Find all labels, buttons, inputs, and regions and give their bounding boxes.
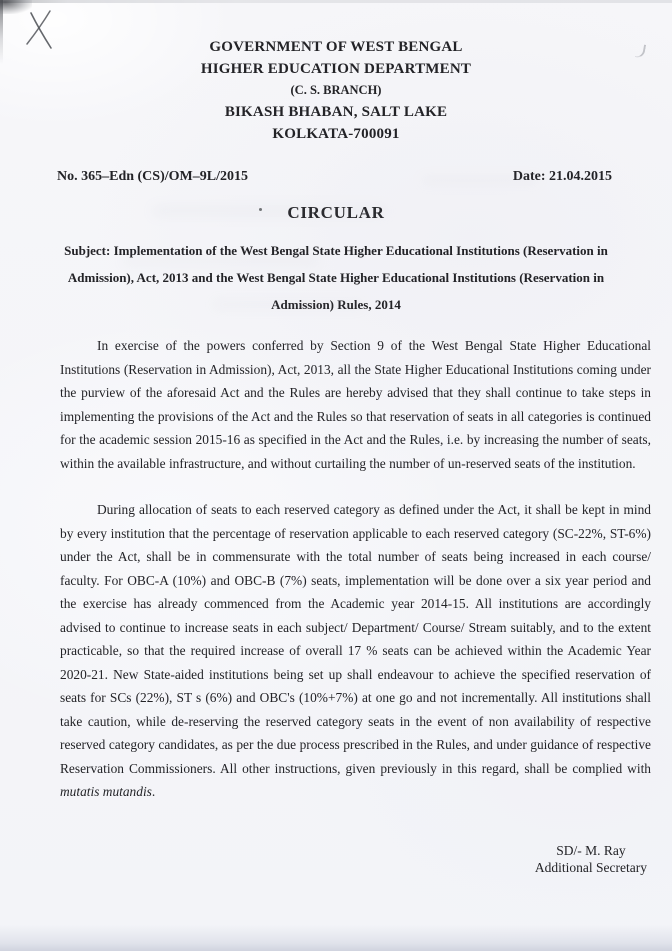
bleedthrough-smudge [420, 176, 540, 185]
city-pincode: KOLKATA-700091 [272, 126, 400, 142]
memo-number: No. 365–Edn (CS)/OM–9L/2015 [57, 169, 248, 184]
bleedthrough-smudge [152, 206, 388, 216]
paragraph-2-period: . [151, 784, 156, 799]
latin-phrase: mutatis mutandis [60, 784, 152, 799]
government-name: GOVERNMENT OF WEST BENGAL [209, 39, 463, 55]
paragraph-2 [60, 498, 651, 804]
paragraph-2-text: During allocation of seats to each reserved category as defined under the Act, it shall be kept in mind by every institution that the percentage of reservation applicable to each reserved category (SC-22%, ST-6%) under the Act, shall be in commensurate with the total number of seats being increased in each course/ faculty. For OBC-A (10%) and OBC-B (7%) seats, implementation will be done over a six year period and the exercise has already commenced from the Academic year 2014-15. All institutions are accordingly advised to continue to increase seats in each subject/ Department/ Course/ Stream suitably, and to the extent practicable, so that the required increase of overall 17 % seats can be achieved within the Academic Year 2020-21. New State-aided institutions being set up shall endeavour to achieve the specified reservation of seats for SCs (22%), ST s (6%) and OBC's (10%+7%) at one go and not incrementally. All institutions shall take caution, while de-reserving the reserved category seats in the event of non availability of respective reserved category candidates, as per the due process prescribed in the Rules, and under guidance of respective Reservation Commissioners. All other instructions, given previously in this regard, shall be complied with [60, 502, 651, 776]
document-title: CIRCULAR [287, 203, 385, 222]
scan-bottom-shadow [0, 925, 672, 951]
bleedthrough-smudge [212, 300, 364, 309]
signatory-designation: Additional Secretary [534, 860, 647, 875]
branch-name: (C. S. BRANCH) [290, 83, 382, 97]
document-date: Date: 21.04.2015 [512, 169, 612, 184]
signatory-name: SD/- M. Ray [556, 842, 626, 858]
paragraph-1: In exercise of the powers conferred by Section 9 of the West Bengal State Higher Educational Institutions (Reservation in Admission), Act, 2013, all the State Higher Educational Institutions coming under the purview of the aforesaid Act and the Rules are hereby advised that they shall continue to take steps in implementing the provisions of the Act and the Rules so that reservation of seats in all categories is continued for the academic session 2015-16 as specified in the Act and the Rules, i.e. by increasing the number of seats, within the available infrastructure, and without curtailing the number of un-reserved seats of the institution. [60, 338, 651, 471]
subject-line: Subject: Implementation of the West Bengal State Higher Educational Institutions (Reservation in [64, 243, 608, 258]
scan-top-edge [0, 0, 672, 3]
letterhead [0, 0, 672, 145]
signature-block [535, 842, 647, 877]
department-name: HIGHER EDUCATION DEPARTMENT [200, 61, 472, 77]
building-address: BIKASH BHABAN, SALT LAKE [224, 104, 448, 120]
subject-line: Admission) Rules, 2014 [271, 297, 401, 312]
handwritten-x-icon [20, 5, 62, 55]
subject-line: Admission), Act, 2013 and the West Bengal State Higher Educational Institutions (Reservation in [67, 270, 605, 285]
stray-dot [259, 208, 262, 211]
bleedthrough-smudge [122, 256, 320, 266]
